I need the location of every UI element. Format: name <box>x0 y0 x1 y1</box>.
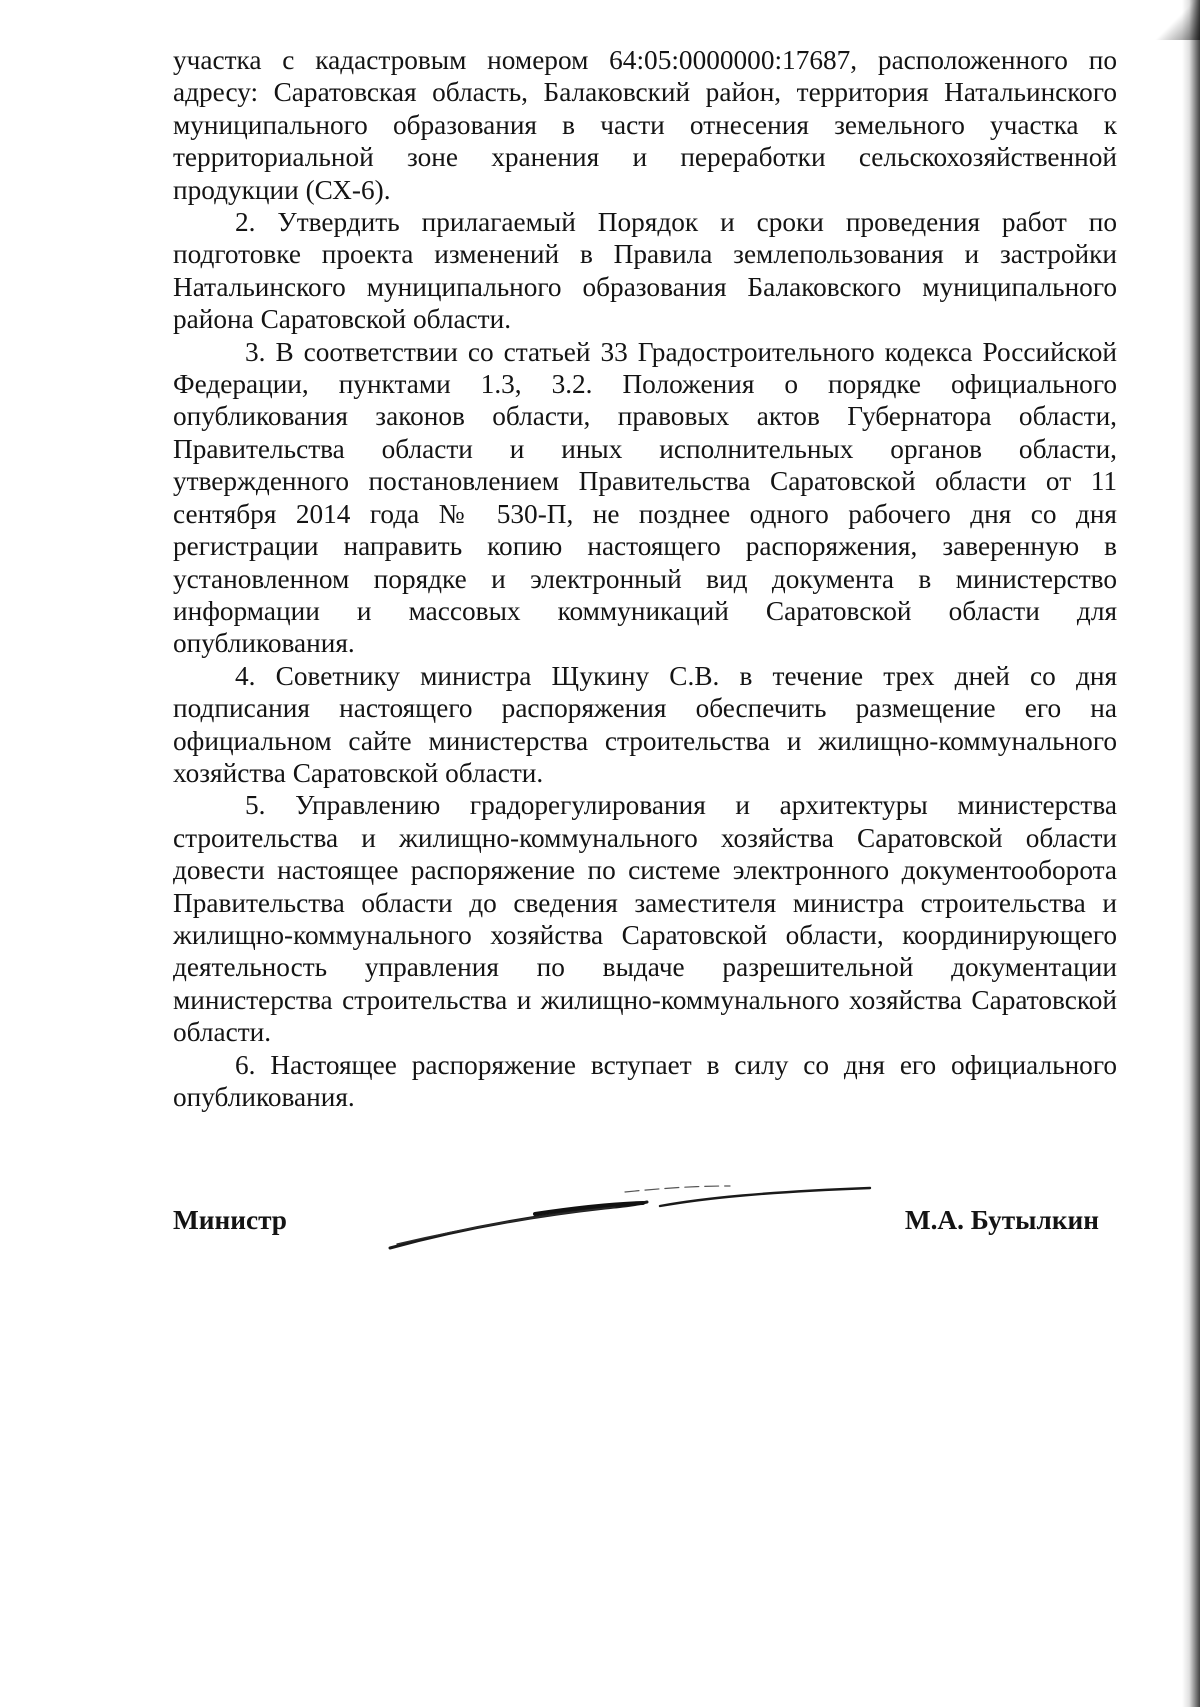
paragraph-4: 4. Советнику министра Щукину С.В. в течение трех дней со дня подписания настоящего распоряжения обеспечить размещение его на официальном сайте министерства строительства и жилищно-коммунального хозяйства Саратовской области. <box>173 660 1117 788</box>
signer-title: Министр <box>173 1205 287 1235</box>
paragraph-3: 3. В соответствии со статьей 33 Градостроительного кодекса Российской Федерации, пунктами 1.3, 3.2. Положения о порядке официального опубликования законов области, правовых актов Губернатора области, Правительства области и иных исполнительных органов области, утвержденного постановлением Правительства Саратовской области от 11 сентября 2014 года № 530-П, не позднее одного рабочего дня со дня регистрации направить копию настоящего распоряжения, заверенную в установленном порядке и электронный вид документа в министерство информации и массовых коммуникаций Саратовской области для опубликования. <box>173 336 1117 659</box>
signer-name: М.А. Бутылкин <box>904 1205 1099 1235</box>
document-body <box>173 44 1117 1113</box>
scan-edge-shadow <box>1182 0 1200 1707</box>
paragraph-6: 6. Настоящее распоряжение вступает в силу со дня его официального опубликования. <box>173 1049 1117 1112</box>
paragraph-2: 2. Утвердить прилагаемый Порядок и сроки проведения работ по подготовке проекта изменений в Правила землепользования и застройки Натальинского муниципального образования Балаковского муниципального района Саратовской области. <box>173 207 1117 335</box>
paragraph-5: 5. Управлению градорегулирования и архитектуры министерства строительства и жилищно-коммунального хозяйства Саратовской области довести настоящее распоряжение по системе электронного документооборота Правительства области до сведения заместителя министра строительства и жилищно-коммунального хозяйства Саратовской области, координирующего деятельность управления по выдаче разрешительной документации министерства строительства и жилищно-коммунального хозяйства Саратовской области. <box>173 790 1117 1048</box>
paragraph-1-continuation: участка с кадастровым номером 64:05:0000000:17687, расположенного по адресу: Саратовская область, Балаковский район, территория Натальинского муниципального образования в части отнесения земельного участка к территориальной зоне хранения и переработки сельскохозяйственной продукции (СХ-6). <box>173 45 1117 205</box>
signature-block <box>173 1205 1099 1265</box>
